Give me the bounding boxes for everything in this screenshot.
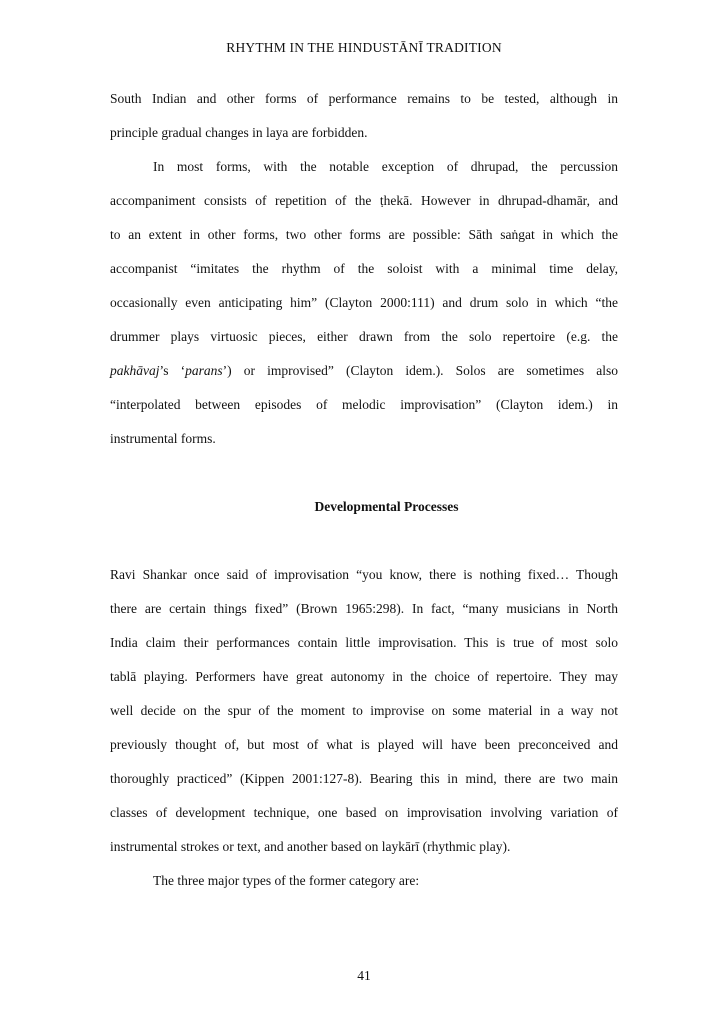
text-fragment: ’s ‘ <box>159 363 186 378</box>
paragraph-line-with-italics <box>110 354 618 388</box>
paragraph-line: thoroughly practiced” (Kippen 2001:127-8). Bearing this in mind, there are two main <box>110 771 618 786</box>
paragraph-line: instrumental strokes or text, and another based on laykārī (rhythmic play). <box>110 839 511 854</box>
spacer <box>110 456 618 490</box>
paragraph-line: accompanist “imitates the rhythm of the soloist with a minimal time delay, <box>110 261 618 276</box>
paragraph-line: Ravi Shankar once said of improvisation “you know, there is nothing fixed… Though <box>110 567 618 582</box>
page-number: 41 <box>357 968 371 983</box>
spacer <box>110 524 618 558</box>
paragraph-line: instrumental forms. <box>110 431 216 446</box>
paragraph-line: accompaniment consists of repetition of the ṭhekā. However in dhrupad-dhamār, and <box>110 193 618 208</box>
paragraph-line: tablā playing. Performers have great autonomy in the choice of repertoire. They may <box>110 669 618 684</box>
paragraph-line: principle gradual changes in laya are forbidden. <box>110 125 368 140</box>
text-fragment: ’) or improvised” (Clayton idem.). Solos are sometimes also <box>222 363 619 378</box>
paragraph-line: to an extent in other forms, two other forms are possible: Sāth saṅgat in which the <box>110 227 618 242</box>
paragraph-line: well decide on the spur of the moment to improvise on some material in a way not <box>110 703 618 718</box>
paragraph-line: drummer plays virtuosic pieces, either drawn from the solo repertoire (e.g. the <box>110 329 618 344</box>
paragraph-line: “interpolated between episodes of melodic improvisation” (Clayton idem.) in <box>110 397 618 412</box>
body-text <box>110 82 618 898</box>
paragraph-line: classes of development technique, one based on improvisation involving variation of <box>110 805 618 820</box>
italic-term-parans: parans <box>185 363 223 378</box>
paragraph-line: there are certain things fixed” (Brown 1965:298). In fact, “many musicians in North <box>110 601 618 616</box>
section-heading: Developmental Processes <box>314 499 459 514</box>
italic-term-pakhavaj: pakhāvaj <box>110 363 160 378</box>
paragraph-line: South Indian and other forms of performance remains to be tested, although in <box>110 91 618 106</box>
paragraph-line: India claim their performances contain little improvisation. This is true of most solo <box>110 635 618 650</box>
paragraph-line: occasionally even anticipating him” (Clayton 2000:111) and drum solo in which “the <box>110 295 618 310</box>
running-head: RHYTHM IN THE HINDUSTĀNĪ TRADITION <box>226 40 502 55</box>
paragraph-line: previously thought of, but most of what is played will have been preconceived and <box>110 737 618 752</box>
paragraph-line: The three major types of the former category are: <box>153 873 420 888</box>
paragraph-line: In most forms, with the notable exception of dhrupad, the percussion <box>153 159 618 174</box>
